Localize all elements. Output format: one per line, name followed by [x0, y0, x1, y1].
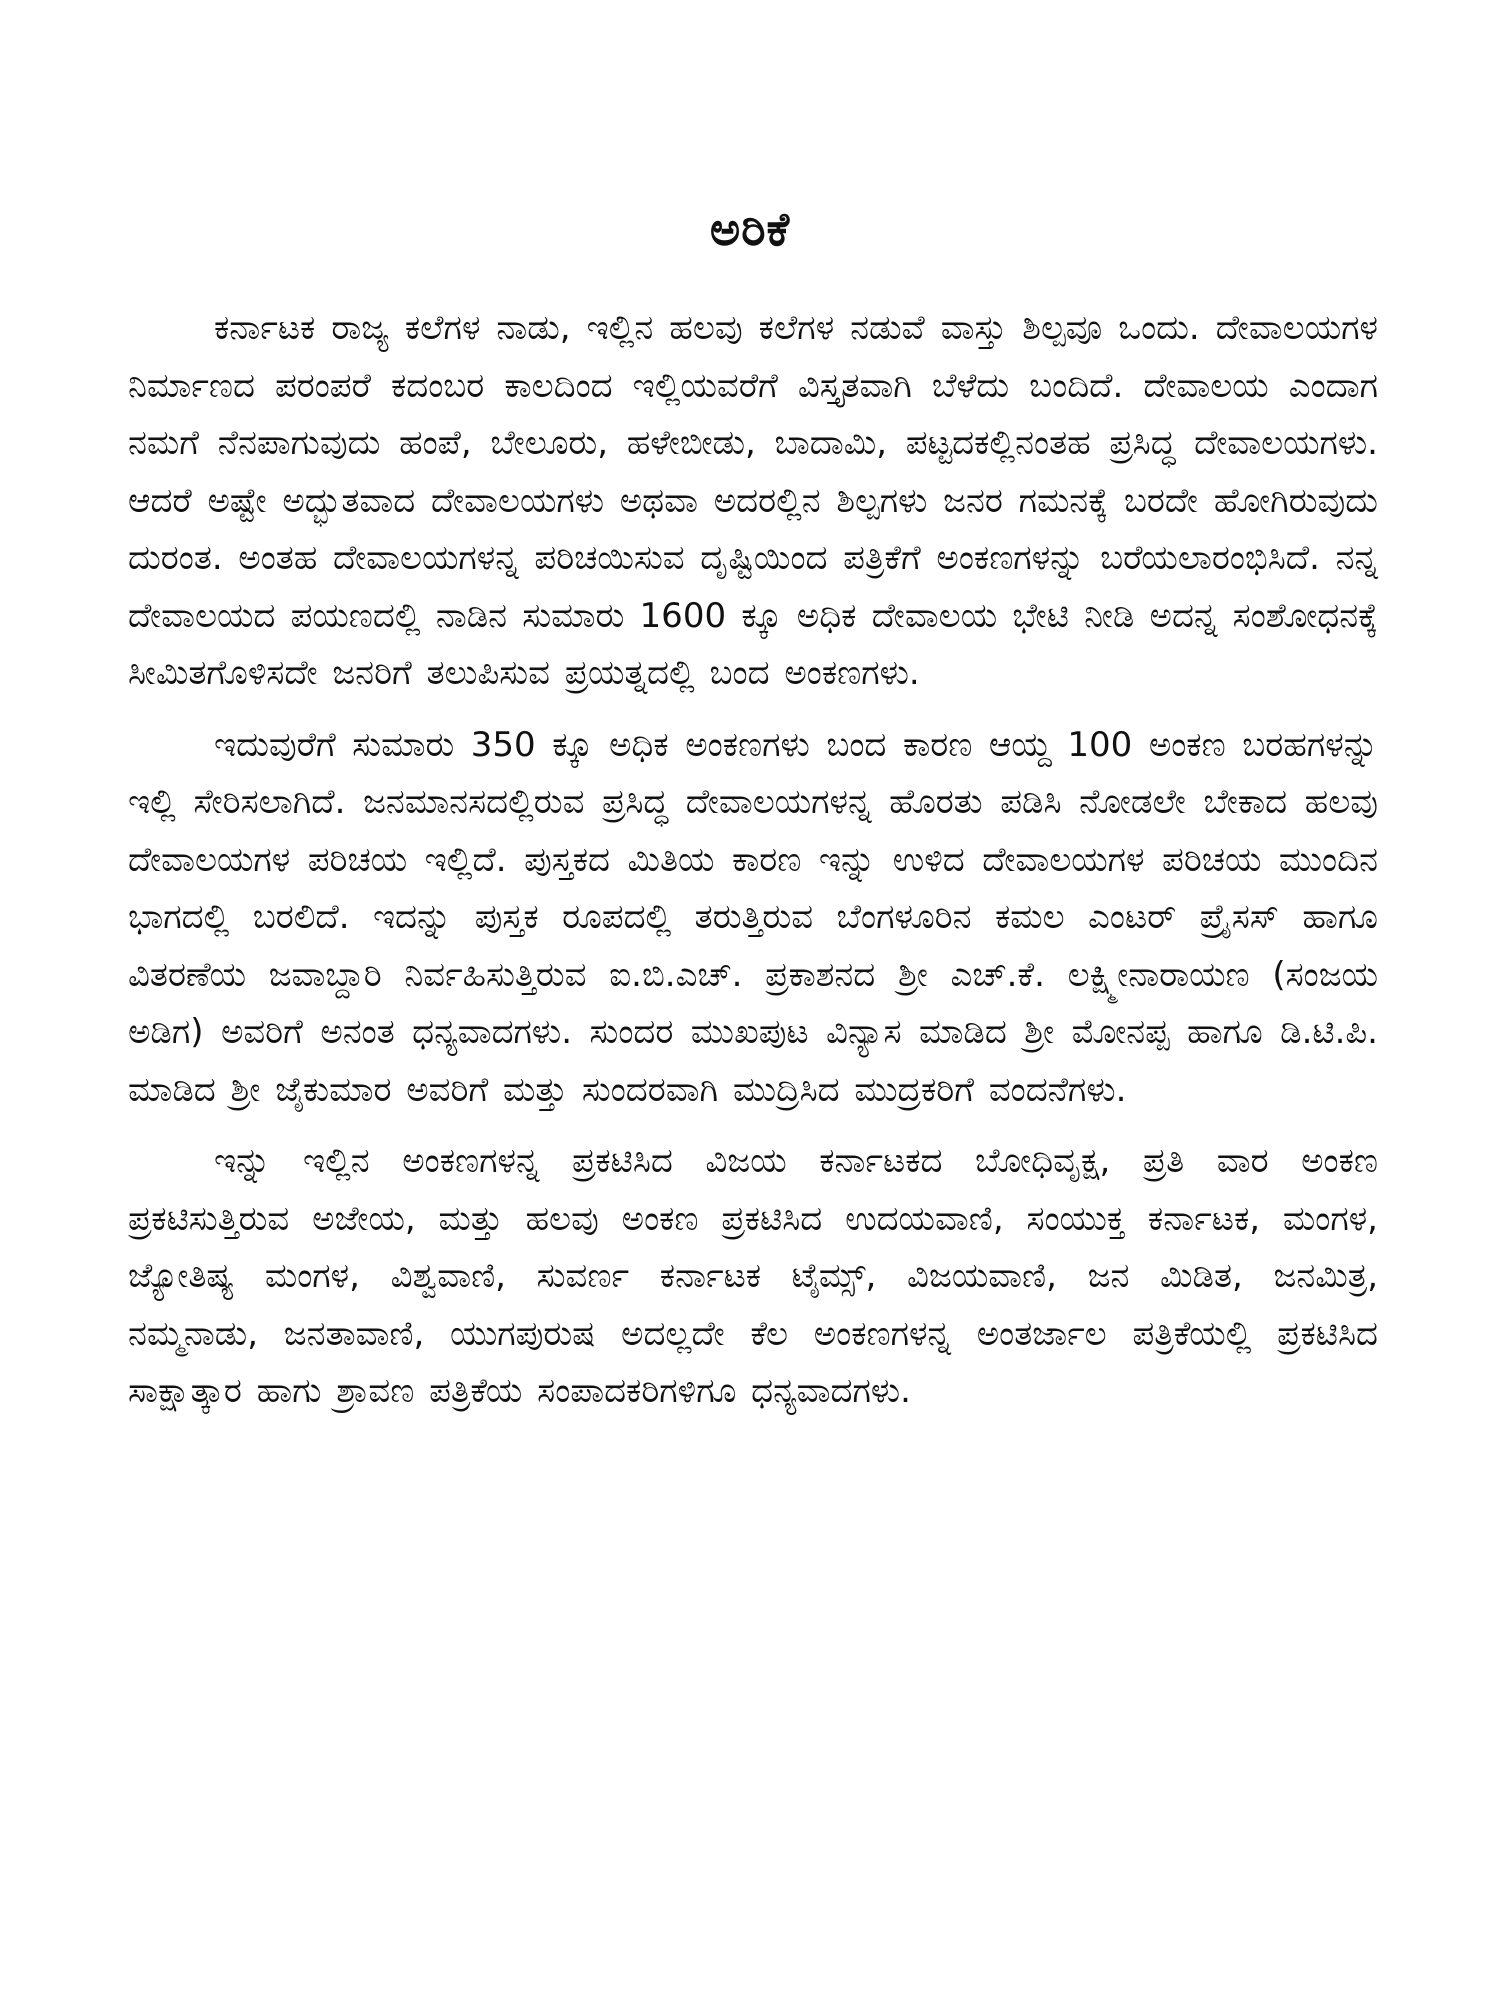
paragraph-intro: ಕರ್ನಾಟಕ ರಾಜ್ಯ ಕಲೆಗಳ ನಾಡು, ಇಲ್ಲಿನ ಹಲವು ಕಲೆಗಳ ನಡುವೆ ವಾಸ್ತು ಶಿಲ್ಪವೂ ಒಂದು. ದೇವಾಲಯಗಳ ನಿರ್ಮಾಣದ ಪರಂಪರೆ ಕದಂಬರ ಕಾಲದಿಂದ ಇಲ್ಲಿಯವರೆಗೆ ವಿಸ್ತೃತವಾಗಿ ಬೆಳೆದು ಬಂದಿದೆ. ದೇವಾಲಯ ಎಂದಾಗ ನಮಗೆ ನೆನಪಾಗುವುದು ಹಂಪೆ, ಬೇಲೂರು, ಹಳೇಬೀಡು, ಬಾದಾಮಿ, ಪಟ್ಟದಕಲ್ಲಿನಂತಹ ಪ್ರಸಿದ್ಧ ದೇವಾಲಯಗಳು. ಆದರೆ ಅಷ್ಟೇ ಅದ್ಭುತವಾದ ದೇವಾಲಯಗಳು ಅಥವಾ ಅದರಲ್ಲಿನ ಶಿಲ್ಪಗಳು ಜನರ ಗಮನಕ್ಕೆ ಬರದೇ ಹೋಗಿರುವುದು ದುರಂತ. ಅಂತಹ ದೇವಾಲಯಗಳನ್ನ ಪರಿಚಯಿಸುವ ದೃಷ್ಟಿಯಿಂದ ಪತ್ರಿಕೆಗೆ ಅಂಕಣಗಳನ್ನು ಬರೆಯಲಾರಂಭಿಸಿದೆ. ನನ್ನ ದೇವಾಲಯದ ಪಯಣದಲ್ಲಿ ನಾಡಿನ ಸುಮಾರು 1600 ಕ್ಕೂ ಅಧಿಕ ದೇವಾಲಯ ಭೇಟಿ ನೀಡಿ ಅದನ್ನ ಸಂಶೋಧನಕ್ಕೆ ಸೀಮಿತಗೊಳಿಸದೇ ಜನರಿಗೆ ತಲುಪಿಸುವ ಪ್ರಯತ್ನದಲ್ಲಿ ಬಂದ ಅಂಕಣಗಳು.	[128, 308, 1378, 693]
page-title: ಅರಿಕೆ	[709, 201, 791, 256]
document-body	[128, 300, 1378, 1435]
paragraph-acknowledgements: ಇದುವುರೆಗೆ ಸುಮಾರು 350 ಕ್ಕೂ ಅಧಿಕ ಅಂಕಣಗಳು ಬಂದ ಕಾರಣ ಆಯ್ದ 100 ಅಂಕಣ ಬರಹಗಳನ್ನು ಇಲ್ಲಿ ಸೇರಿಸಲಾಗಿದೆ. ಜನಮಾನಸದಲ್ಲಿರುವ ಪ್ರಸಿದ್ಧ ದೇವಾಲಯಗಳನ್ನ ಹೊರತು ಪಡಿಸಿ ನೋಡಲೇ ಬೇಕಾದ ಹಲವು ದೇವಾಲಯಗಳ ಪರಿಚಯ ಇಲ್ಲಿದೆ. ಪುಸ್ತಕದ ಮಿತಿಯ ಕಾರಣ ಇನ್ನು ಉಳಿದ ದೇವಾಲಯಗಳ ಪರಿಚಯ ಮುಂದಿನ ಭಾಗದಲ್ಲಿ ಬರಲಿದೆ. ಇದನ್ನು ಪುಸ್ತಕ ರೂಪದಲ್ಲಿ ತರುತ್ತಿರುವ ಬೆಂಗಳೂರಿನ ಕಮಲ ಎಂಟರ್ ಪ್ರೈಸಸ್ ಹಾಗೂ ವಿತರಣೆಯ ಜವಾಬ್ದಾರಿ ನಿರ್ವಹಿಸುತ್ತಿರುವ ಐ.ಬಿ.ಎಚ್. ಪ್ರಕಾಶನದ ಶ್ರೀ ಎಚ್.ಕೆ. ಲಕ್ಷ್ಮೀನಾರಾಯಣ (ಸಂಜಯ ಅಡಿಗ) ಅವರಿಗೆ ಅನಂತ ಧನ್ಯವಾದಗಳು. ಸುಂದರ ಮುಖಪುಟ ವಿನ್ಯಾಸ ಮಾಡಿದ ಶ್ರೀ ಮೋನಪ್ಪ ಹಾಗೂ ಡಿ.ಟಿ.ಪಿ. ಮಾಡಿದ ಶ್ರೀ ಜೈಕುಮಾರ ಅವರಿಗೆ ಮತ್ತು ಸುಂದರವಾಗಿ ಮುದ್ರಿಸಿದ ಮುದ್ರಕರಿಗೆ ವಂದನೆಗಳು.	[128, 724, 1378, 1110]
paragraph-publications-thanks: ಇನ್ನು ಇಲ್ಲಿನ ಅಂಕಣಗಳನ್ನ ಪ್ರಕಟಿಸಿದ ವಿಜಯ ಕರ್ನಾಟಕದ ಬೋಧಿವೃಕ್ಷ, ಪ್ರತಿ ವಾರ ಅಂಕಣ ಪ್ರಕಟಿಸುತ್ತಿರುವ ಅಜೇಯ, ಮತ್ತು ಹಲವು ಅಂಕಣ ಪ್ರಕಟಿಸಿದ ಉದಯವಾಣಿ, ಸಂಯುಕ್ತ ಕರ್ನಾಟಕ, ಮಂಗಳ, ಜ್ಯೋತಿಷ್ಯ ಮಂಗಳ, ವಿಶ್ವವಾಣಿ, ಸುವರ್ಣ ಕರ್ನಾಟಕ ಟೈಮ್ಸ್, ವಿಜಯವಾಣಿ, ಜನ ಮಿಡಿತ, ಜನಮಿತ್ರ, ನಮ್ಮನಾಡು, ಜನತಾವಾಣಿ, ಯುಗಪುರುಷ ಅದಲ್ಲದೇ ಕೆಲ ಅಂಕಣಗಳನ್ನ ಅಂತರ್ಜಾಲ ಪತ್ರಿಕೆಯಲ್ಲಿ ಪ್ರಕಟಿಸಿದ ಸಾಕ್ಷಾತ್ಕಾರ ಹಾಗು ಶ್ರಾವಣ ಪತ್ರಿಕೆಯ ಸಂಪಾದಕರಿಗಳಿಗೂ ಧನ್ಯವಾದಗಳು.	[128, 1141, 1378, 1411]
